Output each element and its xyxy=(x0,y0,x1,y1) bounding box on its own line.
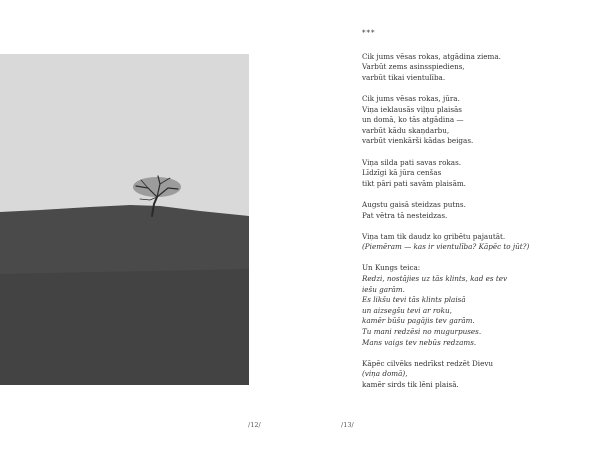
poem-line: tikt pāri pati savām plaisām. xyxy=(362,178,466,188)
poem-line: kamēr būšu pagājis tev garām. xyxy=(362,316,475,326)
poem-line: Un Kungs teica: xyxy=(362,263,421,273)
stanza xyxy=(362,263,594,348)
poem-line: Viņa ieklausās viļņu plaisās xyxy=(362,104,462,114)
poem xyxy=(362,28,594,401)
stanza xyxy=(362,158,594,190)
stanza xyxy=(362,232,594,253)
poem-line: Viņa tam tik daudz ko gribētu pajautāt. xyxy=(362,231,506,241)
poem-line: kamēr sirds tik lēni plaisā. xyxy=(362,380,459,389)
photo-ground-shade xyxy=(0,269,249,385)
poem-line: Cik jums vēsas rokas, jūra. xyxy=(362,93,460,103)
tree-landscape-photo xyxy=(0,54,249,385)
stanza xyxy=(362,359,594,391)
poem-line: Pat vētra tā nesteidzas. xyxy=(362,210,448,220)
poem-line: Redzi, nostājies uz tās klints, kad es tev xyxy=(362,274,508,284)
poem-line: Kāpēc cilvēks nedrīkst redzēt Dievu xyxy=(362,358,494,368)
poem-line: Es likšu tevi tās klints plaisā xyxy=(362,295,466,305)
poem-stanzas xyxy=(362,52,594,391)
stanza xyxy=(362,52,594,84)
stanza xyxy=(362,94,594,147)
poem-line: Tu mani redzēsi no mugurpuses. xyxy=(362,327,482,337)
poem-line: Viņa silda pati savas rokas. xyxy=(362,157,462,167)
poem-line: (viņa domā), xyxy=(362,369,408,379)
poem-line: Augstu gaisā steidzas putns. xyxy=(362,199,466,209)
poem-line: Cik jums vēsas rokas, atgādina ziema. xyxy=(362,51,501,61)
poem-line: varbūt kādu skaņdarbu, xyxy=(362,125,450,135)
poem-line: varbūt vienkārši kādas beigas. xyxy=(362,136,474,146)
poem-line: Varbūt zems asinsspiediens, xyxy=(362,62,465,72)
section-marker: *** xyxy=(362,29,376,37)
poem-line: varbūt tikai vientulība. xyxy=(362,72,446,82)
poem-line: iešu garām. xyxy=(362,284,405,294)
stanza xyxy=(362,200,594,221)
poem-line: un domā, ko tās atgādina — xyxy=(362,115,464,125)
poem-line: Mans vaigs tev nebūs redzams. xyxy=(362,337,477,347)
poem-line: (Piemēram — kas ir vientulība? Kāpēc to jūt?) xyxy=(362,242,530,252)
page-number-left: /12/ xyxy=(248,421,261,429)
poem-line: Līdzīgi kā jūra cenšas xyxy=(362,168,442,178)
poem-line: un aizsegšu tevi ar roku, xyxy=(362,305,452,315)
page-number-right: /13/ xyxy=(341,421,354,429)
